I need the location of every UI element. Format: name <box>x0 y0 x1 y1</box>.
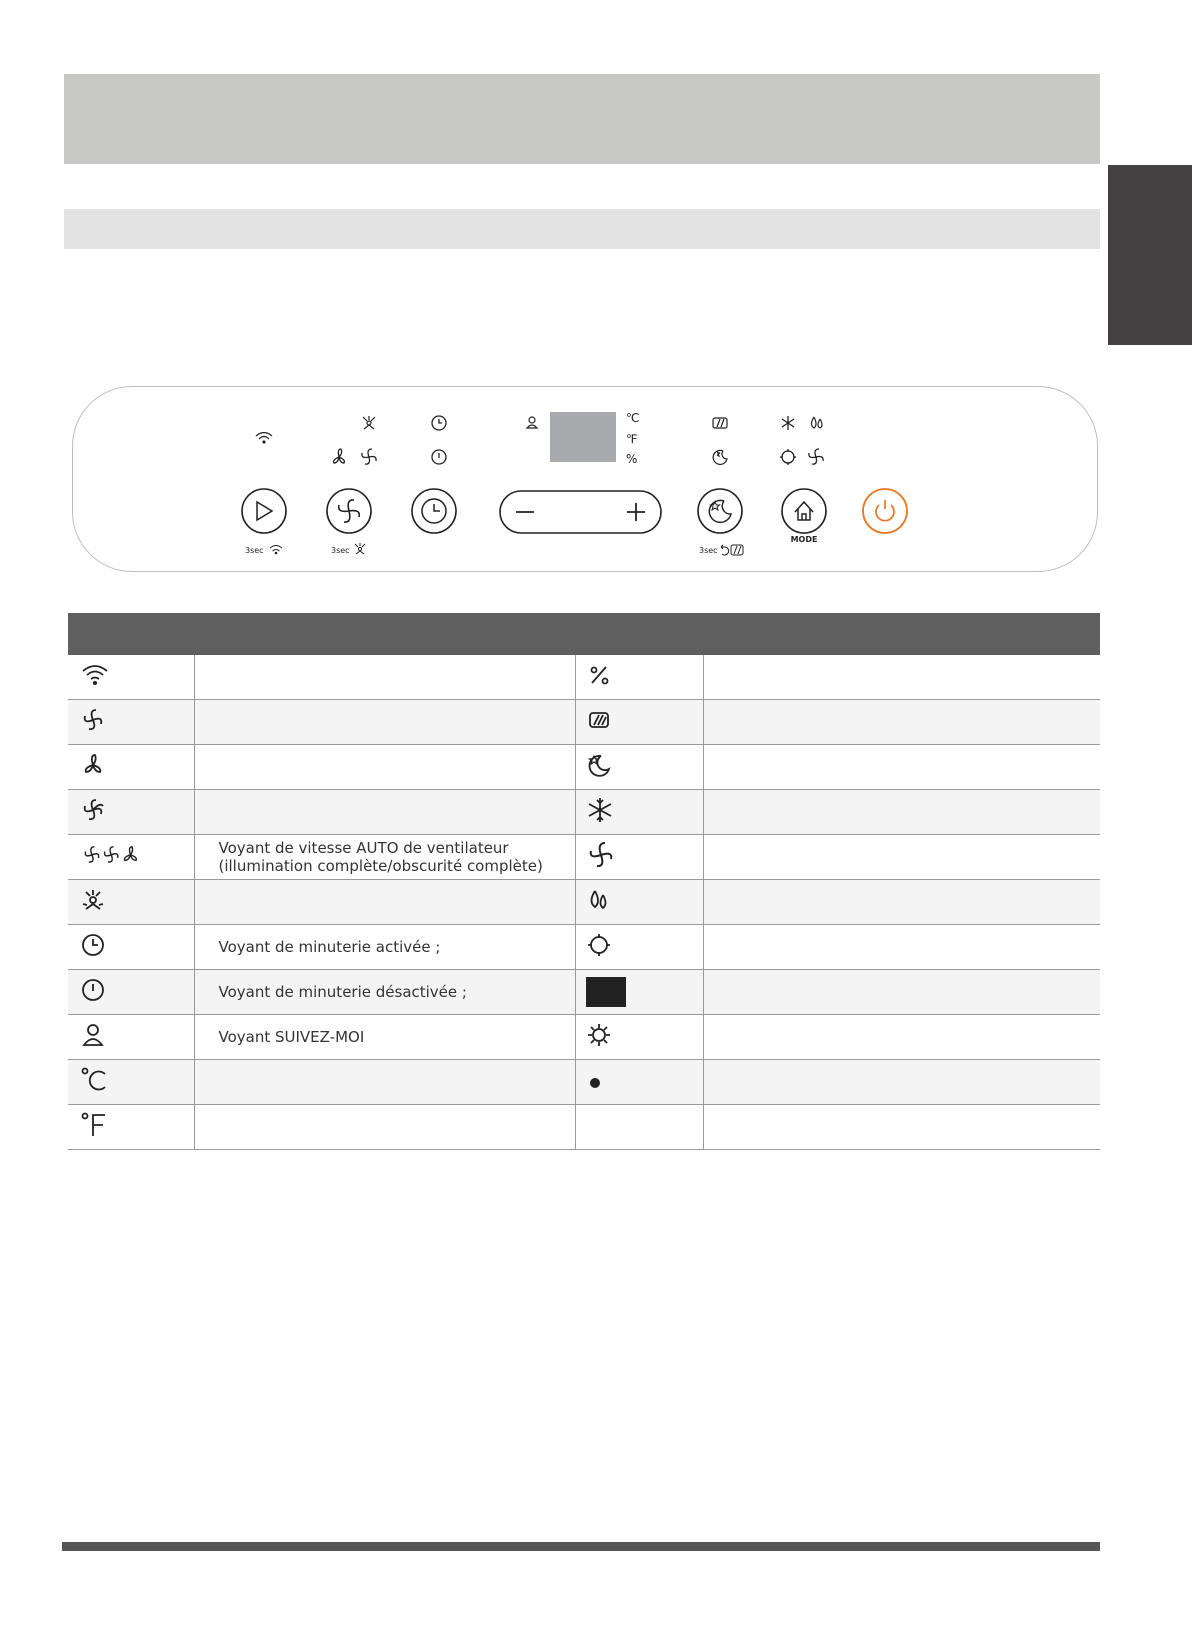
percent-unit: % <box>626 452 638 466</box>
dry-indicator-icon <box>812 417 823 428</box>
fan-low-icon <box>80 752 106 782</box>
table-row <box>68 1060 1100 1105</box>
indicator-description <box>194 1105 575 1150</box>
indicator-description-right <box>703 1105 1100 1150</box>
indicator-description-right <box>703 790 1100 835</box>
auto-icon <box>586 932 612 962</box>
percent-icon <box>586 662 612 692</box>
table-row <box>68 1105 1100 1150</box>
cool-icon <box>586 796 614 828</box>
indicator-icon-cell-right <box>575 700 703 745</box>
indicator-icon-cell <box>68 1015 194 1060</box>
power-button[interactable] <box>863 489 907 533</box>
fan-turbo-hint-icon <box>355 543 365 554</box>
wifi-hint-icon <box>270 546 282 554</box>
swing-hint-icon <box>731 545 743 555</box>
indicator-description: Voyant de vitesse AUTO de ventilateur (illumination complète/obscurité complète) <box>194 835 575 880</box>
indicator-icon-cell-right <box>575 655 703 700</box>
sleep-icon <box>586 752 612 782</box>
indicator-icon-cell <box>68 1060 194 1105</box>
indicator-description-right <box>703 835 1100 880</box>
indicator-icon-cell-right <box>575 790 703 835</box>
indicator-description-right <box>703 745 1100 790</box>
celsius-icon <box>80 1066 110 1098</box>
fahrenheit-unit: ℉ <box>626 432 638 446</box>
fan-low-indicator-icon <box>334 449 345 463</box>
table-row <box>68 880 1100 925</box>
indicator-icon-cell <box>68 790 194 835</box>
fan-medium-indicator-icon <box>362 449 376 464</box>
indicator-icon-cell <box>68 655 194 700</box>
timer-off-indicator-icon <box>432 450 446 464</box>
fan-speed-button[interactable] <box>327 489 371 533</box>
fan-turbo-icon <box>80 887 106 917</box>
indicator-icon-cell-right <box>575 1060 703 1105</box>
indicator-icon-cell-right <box>575 745 703 790</box>
timer-on-indicator-icon <box>432 416 446 430</box>
return-hint-icon <box>721 545 729 555</box>
fahrenheit-icon <box>80 1111 110 1143</box>
header-banner <box>64 74 1100 164</box>
indicator-icon-cell <box>68 925 194 970</box>
table-row <box>68 700 1100 745</box>
indicator-description: Voyant de minuterie activée ; <box>194 925 575 970</box>
sleep-button[interactable] <box>698 489 742 533</box>
indicator-icon-cell <box>68 700 194 745</box>
table-row <box>68 1015 1100 1060</box>
follow-me-indicator-icon <box>527 417 537 428</box>
timer-off-icon <box>80 977 106 1007</box>
mode-button-label: MODE <box>790 535 818 544</box>
footer-rule <box>62 1542 1100 1551</box>
table-row <box>68 835 1100 880</box>
indicator-icon-cell-right <box>575 835 703 880</box>
swing-indicator-icon <box>713 418 727 428</box>
wifi-icon <box>80 662 110 692</box>
indicator-description-right <box>703 880 1100 925</box>
indicator-description: Voyant SUIVEZ-MOI <box>194 1015 575 1060</box>
indicator-description <box>194 745 575 790</box>
fan-auto-icon <box>80 842 142 872</box>
indicator-description <box>194 880 575 925</box>
indicator-icon-cell <box>68 880 194 925</box>
indicator-description: Voyant de minuterie désactivée ; <box>194 970 575 1015</box>
heat-icon <box>586 1022 612 1052</box>
indicator-table-header <box>68 613 1100 655</box>
fan-mode-icon <box>586 840 616 874</box>
dry-icon <box>586 887 612 917</box>
temperature-display <box>550 412 616 462</box>
indicator-icon-cell-right <box>575 970 703 1015</box>
auto-indicator-icon <box>780 449 796 465</box>
indicator-icon-cell-right <box>575 1105 703 1150</box>
control-panel-illustration <box>72 386 1098 572</box>
indicator-icon-cell <box>68 1105 194 1150</box>
table-row <box>68 970 1100 1015</box>
indicator-description-right <box>703 1060 1100 1105</box>
indicator-description <box>194 655 575 700</box>
fan-button-hint: 3sec <box>331 546 350 555</box>
indicator-description-right <box>703 655 1100 700</box>
indicator-description <box>194 1060 575 1105</box>
table-row <box>68 655 1100 700</box>
display-block-icon <box>586 977 626 1007</box>
wifi-button-hint: 3sec <box>245 546 264 555</box>
mode-button[interactable] <box>782 489 826 533</box>
wifi-indicator-icon <box>256 433 272 444</box>
timer-on-icon <box>80 932 106 962</box>
table-row <box>68 790 1100 835</box>
follow-me-icon <box>80 1022 106 1052</box>
indicator-description-right <box>703 700 1100 745</box>
side-language-tab <box>1108 165 1192 345</box>
sleep-button-hint: 3sec <box>699 546 718 555</box>
indicator-icon-cell <box>68 835 194 880</box>
table-row <box>68 745 1100 790</box>
sleep-indicator-icon <box>713 450 727 464</box>
indicator-table <box>68 655 1100 1150</box>
indicator-icon-cell <box>68 970 194 1015</box>
indicator-icon-cell <box>68 745 194 790</box>
indicator-description <box>194 790 575 835</box>
wifi-button[interactable] <box>242 489 286 533</box>
fan-mode-indicator-icon <box>809 449 823 464</box>
cool-indicator-icon <box>782 416 794 430</box>
celsius-unit: ℃ <box>626 411 640 425</box>
indicator-icon-cell-right <box>575 1015 703 1060</box>
indicator-icon-cell-right <box>575 880 703 925</box>
indicator-icon-cell-right <box>575 925 703 970</box>
indicator-description-right <box>703 925 1100 970</box>
swing-icon <box>586 707 612 737</box>
timer-button[interactable] <box>412 489 456 533</box>
indicator-description <box>194 700 575 745</box>
fan-turbo-indicator-icon <box>363 416 375 429</box>
dot-icon <box>586 1073 600 1091</box>
fan-medium-icon <box>80 797 106 827</box>
table-row <box>68 925 1100 970</box>
fan-high-icon <box>80 707 106 737</box>
indicator-description-right <box>703 970 1100 1015</box>
indicator-description-right <box>703 1015 1100 1060</box>
section-subheader-bar <box>64 209 1100 249</box>
